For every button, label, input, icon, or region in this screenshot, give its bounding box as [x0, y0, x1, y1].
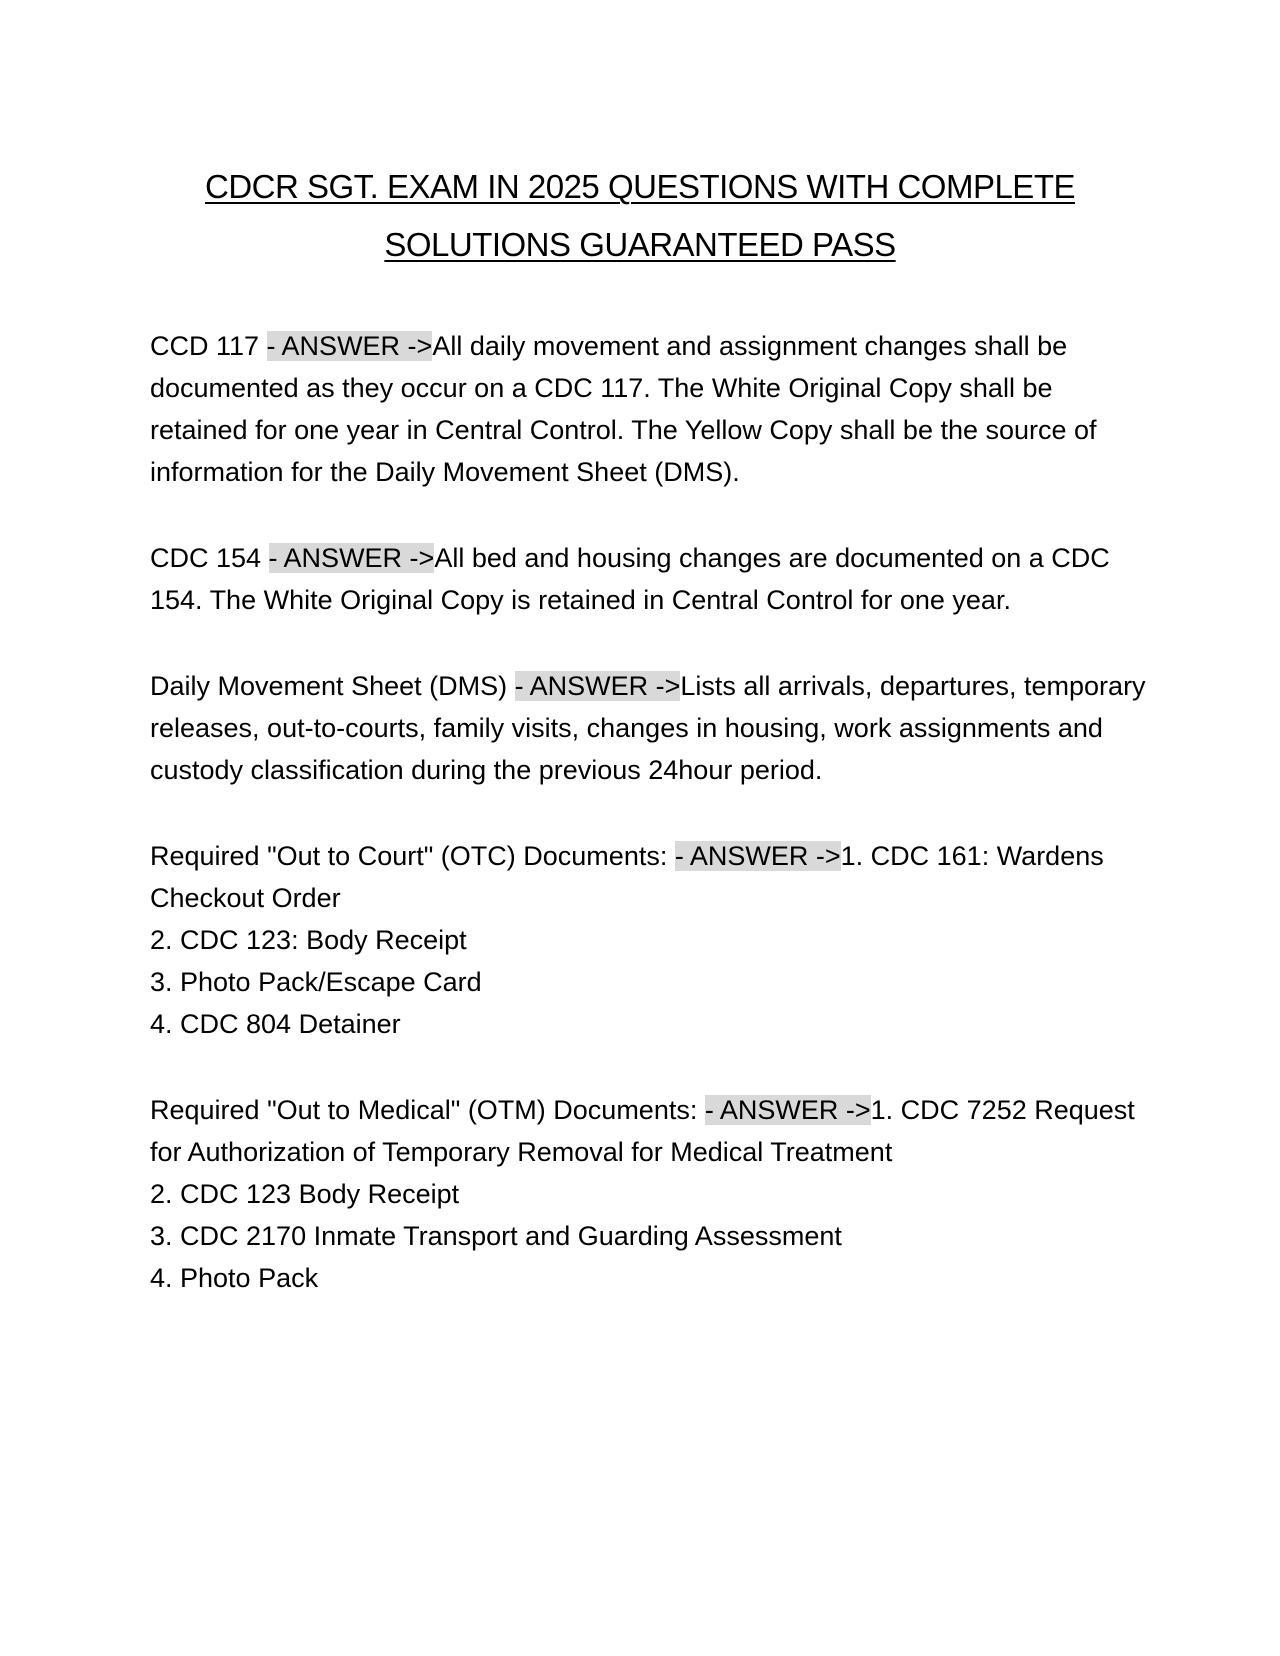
answer-marker: - ANSWER ->	[266, 331, 433, 361]
qa-item-cdc-154	[150, 537, 1150, 621]
qa-answer-line-1: 1. CDC 7252 Request for Authorization of Temporary Removal for Medical Treatment	[150, 1095, 1135, 1167]
qa-term: CCD 117	[150, 331, 267, 361]
qa-answer-line-3: 3. Photo Pack/Escape Card	[150, 967, 482, 997]
answer-marker: - ANSWER ->	[704, 1095, 871, 1125]
qa-answer: Lists all arrivals, departures, temporary releases, out-to-courts, family visits, changes in housing, work assignments and custody classification during the previous 24hour period.	[150, 671, 1146, 785]
qa-answer-line-4: 4. Photo Pack	[150, 1263, 319, 1293]
page-title	[120, 158, 1160, 274]
qa-answer: All bed and housing changes are documented on a CDC 154. The White Original Copy is retained in Central Control for one year.	[150, 543, 1110, 615]
qa-term: CDC 154	[150, 543, 269, 573]
qa-item-dms	[150, 665, 1150, 791]
qa-term: Required "Out to Court" (OTC) Documents:	[150, 841, 675, 871]
title-line-1: CDCR SGT. EXAM IN 2025 QUESTIONS WITH COMPLETE	[205, 168, 1075, 205]
answer-marker: - ANSWER ->	[514, 671, 681, 701]
qa-answer-line-1: 1. CDC 161: Wardens Checkout Order	[150, 841, 1104, 913]
qa-item-otc-documents	[150, 835, 1150, 1045]
title-line-2: SOLUTIONS GUARANTEED PASS	[384, 226, 896, 263]
answer-marker: - ANSWER ->	[268, 543, 435, 573]
qa-term: Required "Out to Medical" (OTM) Documents:	[150, 1095, 705, 1125]
qa-answer-line-3: 3. CDC 2170 Inmate Transport and Guarding Assessment	[150, 1221, 842, 1251]
qa-item-ccd-117	[150, 325, 1150, 493]
qa-item-otm-documents	[150, 1089, 1150, 1299]
qa-list	[150, 325, 1150, 1343]
qa-answer-line-4: 4. CDC 804 Detainer	[150, 1009, 401, 1039]
answer-marker: - ANSWER ->	[674, 841, 841, 871]
qa-answer: All daily movement and assignment changes shall be documented as they occur on a CDC 117. The White Original Copy shall be retained for one year in Central Control. The Yellow Copy shall be the source of information for the Daily Movement Sheet (DMS).	[150, 331, 1097, 487]
qa-answer-line-2: 2. CDC 123: Body Receipt	[150, 925, 467, 955]
qa-term: Daily Movement Sheet (DMS)	[150, 671, 515, 701]
qa-answer-line-2: 2. CDC 123 Body Receipt	[150, 1179, 460, 1209]
